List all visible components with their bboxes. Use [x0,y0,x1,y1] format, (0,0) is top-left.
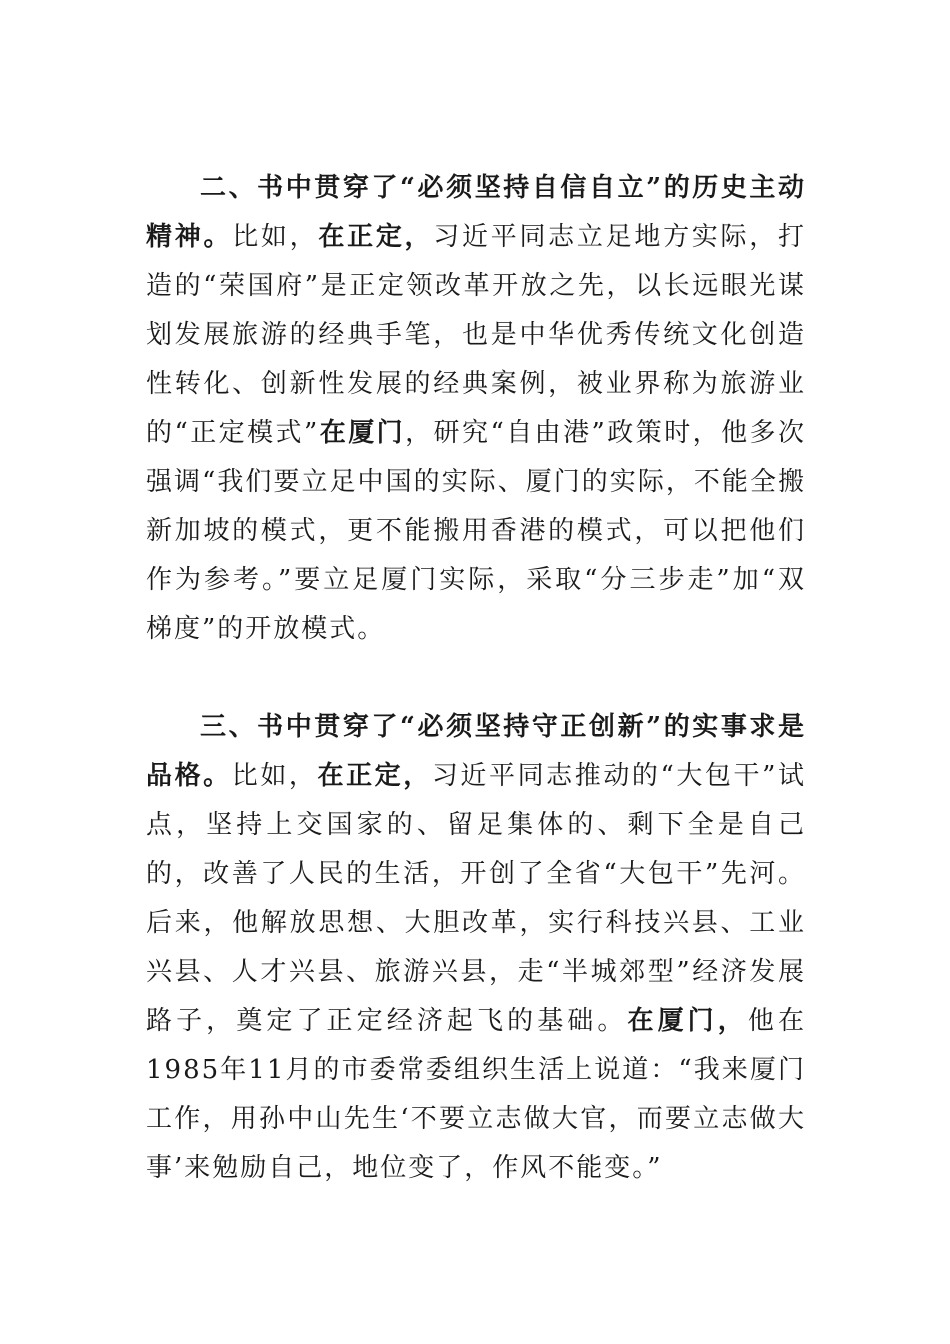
paragraph-text: 比如， [232,222,319,252]
paragraph-text: 习近平同志立足地方实际，打造的“荣国府”是正定领改革开放之先，以长远眼光谋划发展旅游的经典手笔，也是中华优秀传统文化创造性转化、创新性发展的经典案例，被业界称为旅游业的“正定模式” [146,222,806,448]
paragraph-text: 他在1985年11月的市委常委组织生活上说道：“我来厦门工作，用孙中山先生‘不要立志做大官，而要立志做大事’来勉励自己，地位变了，作风不能变。” [146,1006,806,1183]
place-label: 在正定， [317,761,432,791]
paragraph-section-2 [146,164,806,654]
section-heading: 三、书中贯穿了“必须坚持守正创新”的实事求是品格。 [146,712,806,791]
paragraph-text: 比如， [231,761,318,791]
paragraph-section-3 [146,703,806,1193]
document-body [146,164,806,1193]
place-label: 在正定， [318,222,434,252]
paragraph-text: ，研究“自由港”政策时，他多次强调“我们要立足中国的实际、厦门的实际，不能全搬新加坡的模式，更不能搬用香港的模式，可以把他们作为参考。”要立足厦门实际，采取“分三步走”加“双梯度”的开放模式。 [146,418,806,644]
section-heading: 二、书中贯穿了“必须坚持自信自立”的历史主动精神。 [146,173,806,252]
place-label: 在厦门， [627,1006,748,1036]
paragraph-text: 习近平同志推动的“大包干”试点，坚持上交国家的、留足集体的、剩下全是自己的，改善了人民的生活，开创了全省“大包干”先河。后来，他解放思想、大胆改革，实行科技兴县、工业兴县、人才兴县、旅游兴县，走“半城郊型”经济发展路子，奠定了正定经济起飞的基础。 [146,761,806,1036]
place-label: 在厦门 [319,418,406,448]
